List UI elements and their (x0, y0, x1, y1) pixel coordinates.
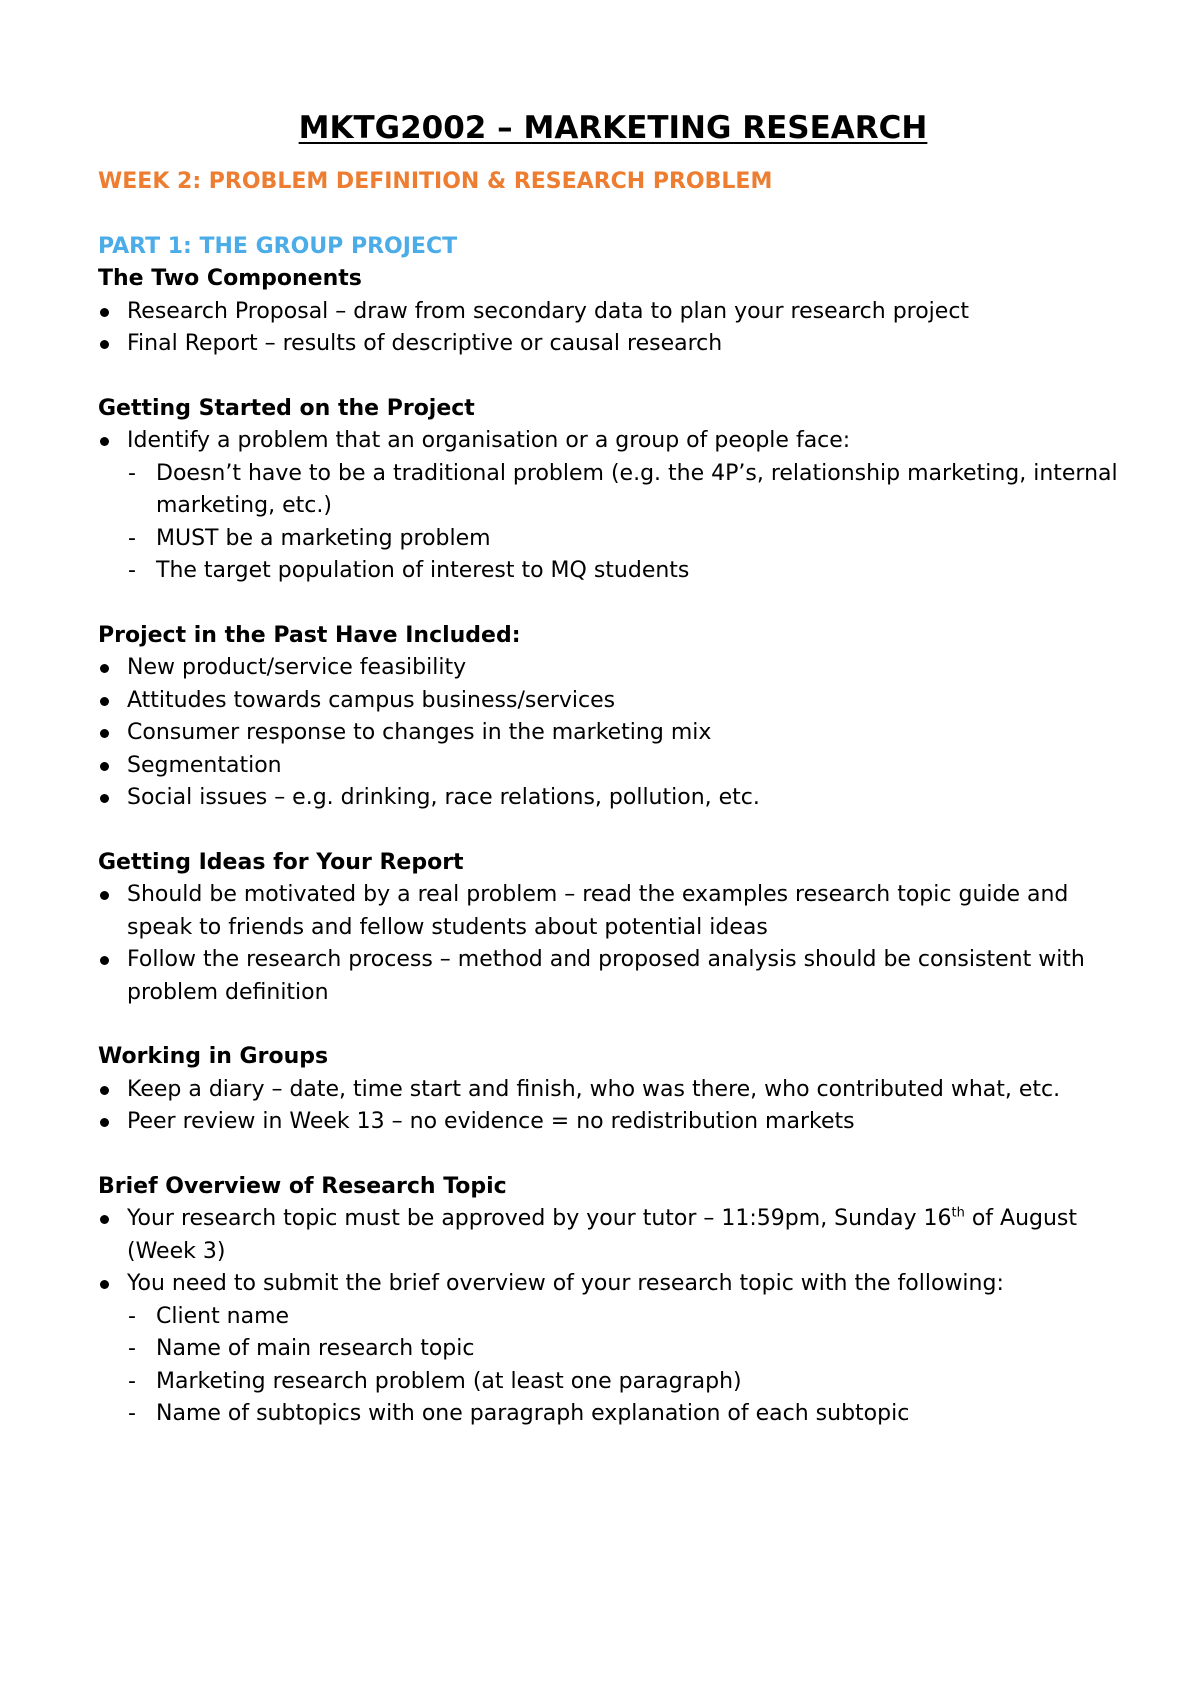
sub-list-item (127, 1301, 1128, 1334)
section-research-topic-overview (98, 1171, 1128, 1431)
list-item (98, 685, 1128, 718)
bullet-icon (100, 437, 109, 446)
list-item-text: Follow the research process – method and proposed analysis should be consistent with problem definition (127, 947, 1085, 1005)
list-item (98, 717, 1128, 750)
section-heading: The Two Components (98, 266, 362, 291)
list-item-text: Keep a diary – date, time start and finish, who was there, who contributed what, etc. (127, 1076, 1061, 1102)
bullet-list (98, 652, 1128, 815)
list-item (98, 296, 1128, 329)
list-item-text: Social issues – e.g. drinking, race relations, pollution, etc. (127, 785, 760, 810)
sub-list-item-text: MUST be a marketing problem (156, 525, 491, 551)
list-item (98, 750, 1128, 783)
week-heading: WEEK 2: PROBLEM DEFINITION & RESEARCH PROBLEM (98, 169, 773, 194)
bullet-icon (100, 1086, 109, 1095)
ordinal-suffix: th (951, 1205, 965, 1221)
bullet-icon (100, 1215, 109, 1224)
sub-list-item-text: Name of main research topic (156, 1336, 475, 1361)
list-item (98, 782, 1128, 815)
list-item-text: Peer review in Week 13 – no evidence = no redistribution markets (127, 1109, 855, 1134)
bullet-icon (100, 1118, 109, 1127)
sub-list-item-text: Doesn’t have to be a traditional problem (e.g. the 4P’s, relationship marketing, internal marketing, etc.) (156, 460, 1118, 518)
list-item-text: Research Proposal – draw from secondary data to plan your research project (127, 298, 970, 324)
bullet-list (98, 296, 1128, 361)
list-item (98, 879, 1128, 944)
dash-icon: - (128, 558, 136, 583)
list-item (98, 1106, 1128, 1139)
section-heading: Project in the Past Have Included: (98, 622, 521, 648)
bullet-icon (100, 762, 109, 771)
list-item (98, 1268, 1128, 1431)
bullet-icon (100, 1280, 109, 1289)
list-item-text: Segmentation (127, 752, 282, 778)
bullet-icon (100, 697, 109, 706)
document-title: MKTG2002 – MARKETING RESEARCH (298, 110, 928, 146)
sub-list-item (127, 555, 1128, 588)
bullet-list (98, 1203, 1128, 1431)
dash-icon: - (128, 1336, 136, 1361)
bullet-list (98, 425, 1128, 588)
list-item (98, 1074, 1128, 1107)
bullet-list (98, 879, 1128, 1009)
dash-icon: - (128, 1303, 136, 1329)
section-getting-ideas (98, 847, 1128, 1010)
section-heading: Working in Groups (98, 1044, 329, 1069)
section-heading: Getting Ideas for Your Report (98, 849, 464, 875)
dash-icon: - (128, 1368, 136, 1394)
bullet-icon (100, 340, 109, 349)
list-item-text: Should be motivated by a real problem – read the examples research topic guide and speak to friends and fellow students about potential ideas (127, 882, 1069, 940)
list-item-text: Final Report – results of descriptive or causal research (127, 331, 723, 356)
list-item (98, 328, 1128, 361)
bullet-icon (100, 956, 109, 965)
dash-icon: - (128, 460, 136, 486)
sub-list-item (127, 523, 1128, 556)
section-heading: Brief Overview of Research Topic (98, 1173, 507, 1199)
list-item (98, 944, 1128, 1009)
sub-list-item-text: Client name (156, 1303, 290, 1329)
list-item (98, 1203, 1128, 1268)
approval-text-before: Your research topic must be approved by your tutor – 11:59pm, Sunday 16 (127, 1206, 952, 1231)
list-item-text: Attitudes towards campus business/services (127, 687, 616, 713)
list-item-text: Consumer response to changes in the marketing mix (127, 720, 712, 745)
approval-text-after: of August (Week 3) (127, 1206, 1078, 1264)
bullet-icon (100, 729, 109, 738)
list-item (98, 425, 1128, 588)
list-item-text: New product/service feasibility (127, 655, 467, 680)
bullet-icon (100, 664, 109, 673)
sub-list-item (127, 458, 1128, 523)
sub-list-item (127, 1366, 1128, 1399)
dash-list (127, 1301, 1128, 1431)
list-item-text: Identify a problem that an organisation or a group of people face: (127, 428, 851, 453)
section-past-projects (98, 620, 1128, 815)
document-page (98, 108, 1128, 1463)
section-getting-started (98, 393, 1128, 588)
sub-list-item (127, 1398, 1128, 1431)
section-working-in-groups (98, 1041, 1128, 1139)
dash-icon: - (128, 525, 136, 551)
list-item (98, 652, 1128, 685)
list-item-text: You need to submit the brief overview of your research topic with the following: (127, 1271, 1004, 1296)
sub-list-item-text: Marketing research problem (at least one paragraph) (156, 1368, 742, 1394)
sub-list-item (127, 1333, 1128, 1366)
section-two-components (98, 263, 1128, 361)
bullet-icon (100, 891, 109, 900)
bullet-icon (100, 794, 109, 803)
part-heading: PART 1: THE GROUP PROJECT (98, 233, 458, 259)
list-item-text (127, 1206, 1077, 1264)
sub-list-item-text: Name of subtopics with one paragraph explanation of each subtopic (156, 1401, 910, 1426)
section-heading: Getting Started on the Project (98, 395, 475, 421)
bullet-icon (100, 308, 109, 317)
dash-icon: - (128, 1401, 136, 1426)
sub-list-item-text: The target population of interest to MQ students (156, 558, 690, 583)
bullet-list (98, 1074, 1128, 1139)
dash-list (127, 458, 1128, 588)
